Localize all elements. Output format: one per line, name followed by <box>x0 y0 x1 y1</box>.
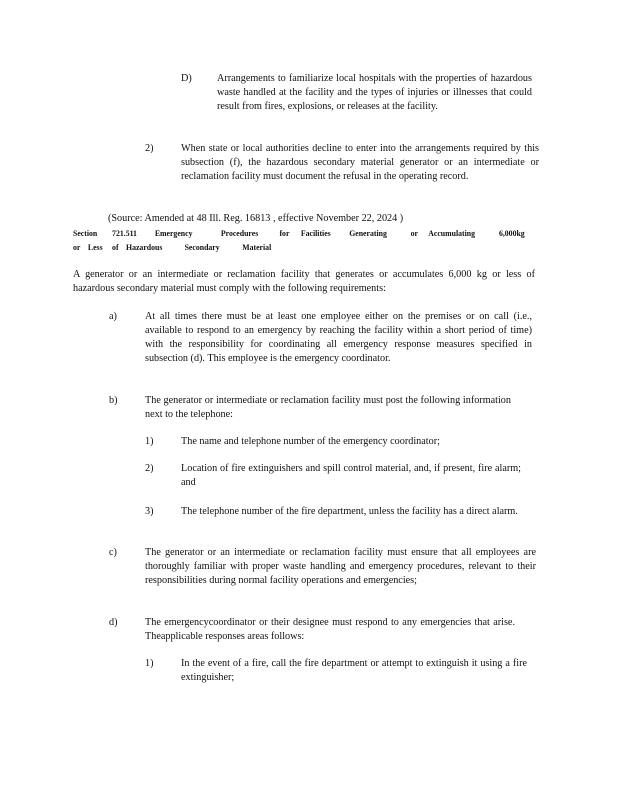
heading-word: Less <box>87 243 103 252</box>
heading-word: Hazardous <box>126 243 163 252</box>
list-text: The emergencycoordinator or their designee must respond to any emergencies that arise. Theapplicable responses areas follows: <box>145 617 515 642</box>
heading-word: of <box>112 243 119 252</box>
heading-word: Generating <box>349 229 387 238</box>
list-label: c) <box>109 547 117 558</box>
heading-word: 6,000kg <box>498 229 525 238</box>
list-text: Arrangements to familiarize local hospitals with the properties of hazardous waste handled at the facility and the types of injuries or illnesses that could result from fires, explosions, or releases at the facility. <box>217 73 532 112</box>
list-label: D) <box>181 73 192 84</box>
list-label: 2) <box>145 143 154 154</box>
heading-word: Procedures <box>220 229 259 238</box>
list-text: Location of fire extinguishers and spill control material, and, if present, fire alarm; and <box>181 463 521 488</box>
heading-word: 721.511 <box>112 229 137 238</box>
list-label: 1) <box>145 436 154 447</box>
intro-paragraph: A generator or an intermediate or reclamation facility that generates or accumulates 6,000 kg or less of hazardous secondary material must comply with the following requirements: <box>73 269 535 294</box>
heading-word: or <box>73 243 81 252</box>
list-text: The name and telephone number of the emergency coordinator; <box>181 436 440 447</box>
list-label: b) <box>109 395 118 406</box>
list-text: When state or local authorities decline to enter into the arrangements required by this subsection (f), the hazardous secondary material generator or an intermediate or reclamation facility must document the refusal in the operating record. <box>181 143 539 182</box>
list-label: a) <box>109 311 117 322</box>
heading-word: Emergency <box>154 229 193 238</box>
list-text: In the event of a fire, call the fire department or attempt to extinguish it using a fire extinguisher; <box>181 658 527 683</box>
list-text: The generator or an intermediate or reclamation facility must ensure that all employees are thoroughly familiar with proper waste handling and emergency procedures, relevant to their responsibilities during normal facility operations and emergencies; <box>145 547 536 586</box>
heading-word: Accumulating <box>428 229 475 238</box>
list-label: 2) <box>145 463 154 474</box>
list-label: 1) <box>145 658 154 669</box>
list-text: At all times there must be at least one employee either on the premises or on call (i.e., available to respond to an emergency by reaching the facility within a short period of time) with the responsibility for coordinating all emergency response measures specified in subsection (d). This employee is the emergency coordinator. <box>145 311 532 364</box>
heading-word: Facilities <box>300 229 331 238</box>
list-text: The generator or intermediate or reclamation facility must post the following information next to the telephone: <box>145 395 511 420</box>
heading-word: for <box>279 229 290 238</box>
source-note: (Source: Amended at 48 Ill. Reg. 16813 , effective November 22, 2024 ) <box>108 213 404 224</box>
heading-word: Material <box>242 243 272 252</box>
heading-word: or <box>410 229 418 238</box>
heading-word: Section <box>73 229 98 238</box>
list-label: d) <box>109 617 118 628</box>
list-label: 3) <box>145 506 154 517</box>
list-text: The telephone number of the fire department, unless the facility has a direct alarm. <box>181 506 518 517</box>
heading-word: Secondary <box>184 243 220 252</box>
